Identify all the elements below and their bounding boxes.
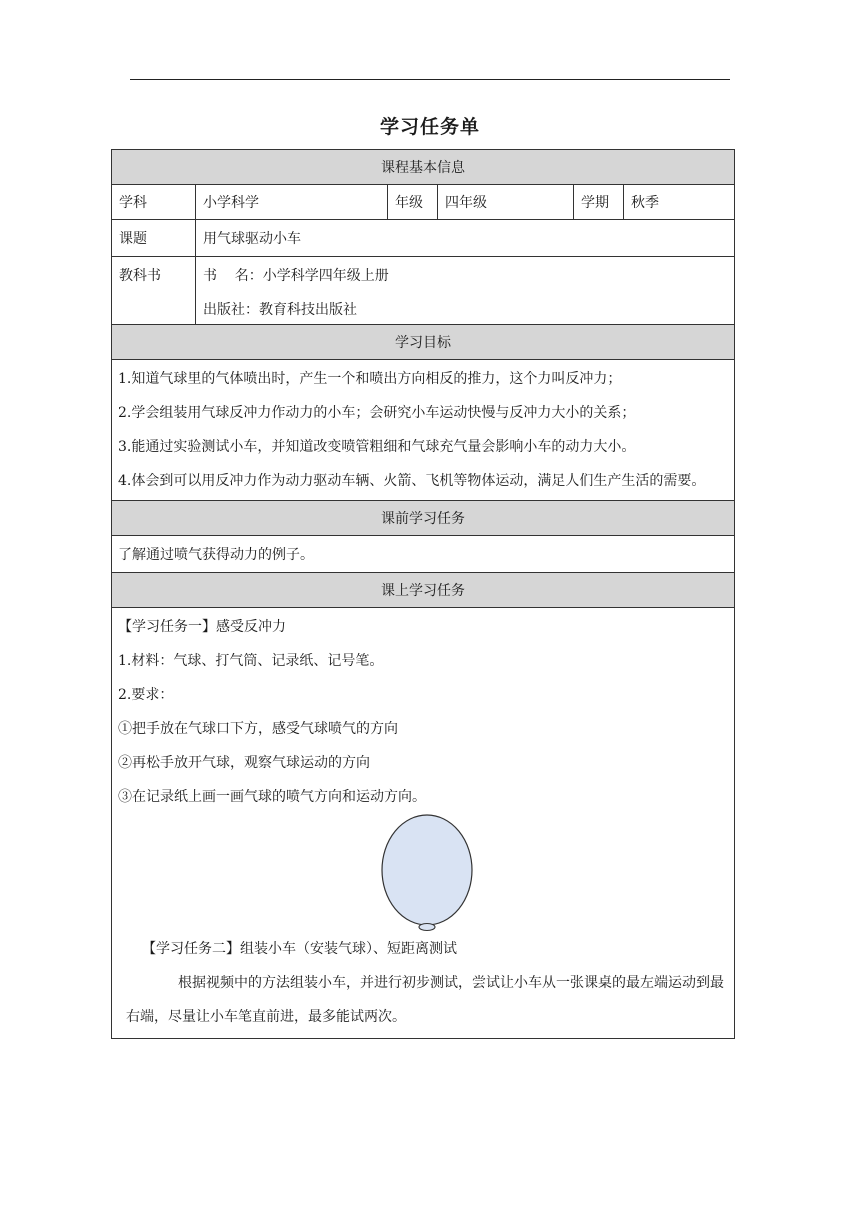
in-class-content (112, 608, 734, 1038)
textbook-name: 书 名：小学科学四年级上册 (203, 268, 389, 284)
task-sheet-table (111, 149, 735, 1039)
topic-label: 课题 (112, 220, 196, 256)
subject-label: 学科 (112, 185, 196, 219)
pre-class-header: 课前学习任务 (112, 501, 734, 536)
objectives-section (112, 360, 734, 501)
objectives-list (112, 360, 711, 500)
task1-step: ①把手放在气球口下方，感受气球喷气的方向 (118, 721, 398, 737)
task1-step: ③在记录纸上画一画气球的喷气方向和运动方向。 (118, 789, 426, 805)
term-value: 秋季 (631, 195, 659, 211)
topic-row (112, 220, 734, 257)
course-info-header: 课程基本信息 (112, 150, 734, 185)
textbook-label: 教科书 (112, 257, 196, 324)
document-title: 学习任务单 (379, 116, 480, 138)
objective-item: 3.能通过实验测试小车，并知道改变喷管粗细和气球充气量会影响小车的动力大小。 (118, 439, 636, 455)
task1-title: 【学习任务一】感受反冲力 (118, 619, 286, 635)
textbook-row (112, 257, 734, 325)
balloon-icon (380, 814, 476, 932)
objective-item: 1.知道气球里的气体喷出时，产生一个和喷出方向相反的推力，这个力叫反冲力； (118, 371, 622, 387)
textbook-publisher: 出版社：教育科技出版社 (203, 302, 357, 318)
in-class-header: 课上学习任务 (112, 573, 734, 608)
course-info-row (112, 185, 734, 220)
objectives-header: 学习目标 (112, 325, 734, 360)
task2-title: 【学习任务二】组装小车（安装气球）、短距离测试 (142, 941, 457, 957)
pre-class-content: 了解通过喷气获得动力的例子。 (112, 536, 734, 573)
grade-value: 四年级 (438, 185, 574, 219)
task1-step: ②再松手放开气球，观察气球运动的方向 (118, 755, 370, 771)
subject-value: 小学科学 (196, 185, 388, 219)
task2-body: 根据视频中的方法组装小车，并进行初步测试，尝试让小车从一张课桌的最左端运动到最右端，尽量让小车笔直前进，最多能试两次。 (126, 975, 724, 1025)
term-label: 学期 (574, 185, 624, 219)
textbook-details (196, 257, 734, 324)
balloon-figure (118, 814, 728, 932)
objective-item: 2.学会组装用气球反冲力作动力的小车；会研究小车运动快慢与反冲力大小的关系； (118, 405, 636, 421)
grade-label: 年级 (388, 185, 438, 219)
task1-requirements-label: 2.要求： (118, 687, 174, 703)
in-class-section (112, 608, 734, 1039)
topic-value: 用气球驱动小车 (203, 231, 301, 247)
objective-item: 4.体会到可以用反冲力作为动力驱动车辆、火箭、飞机等物体运动，满足人们生产生活的需要。 (118, 473, 706, 489)
header-rule (130, 79, 730, 80)
task1-materials: 1.材料：气球、打气筒、记录纸、记号笔。 (118, 653, 384, 669)
